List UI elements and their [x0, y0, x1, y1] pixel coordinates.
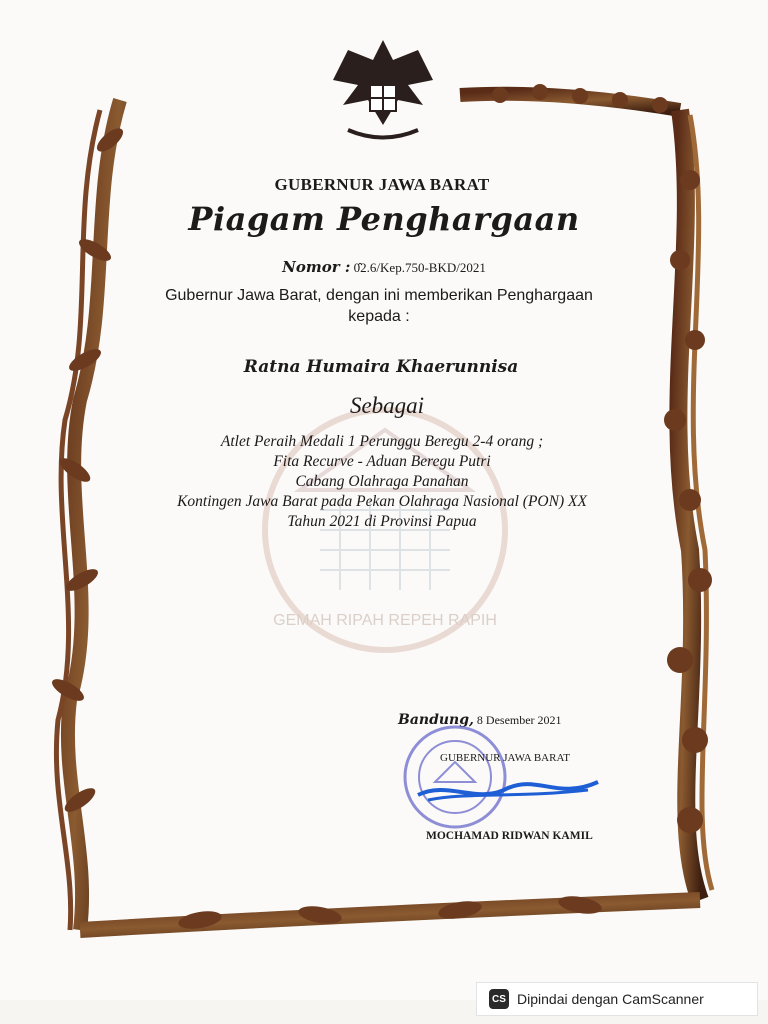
achievement-text: [0, 432, 766, 532]
certificate-title: Piagam Penghargaan: [188, 200, 580, 238]
achievement-line: Kontingen Jawa Barat pada Pekan Olahraga Nasional (PON) XX: [177, 493, 587, 510]
issuer-heading: GUBERNUR JAWA BARAT: [274, 175, 490, 194]
watermark-motto: GEMAH RIPAH REPEH RAPIH: [273, 612, 497, 629]
place: Bandung,: [398, 712, 474, 728]
as-label: Sebagai: [349, 393, 425, 418]
intro-line-1: Gubernur Jawa Barat, dengan ini memberikan Penghargaan: [165, 287, 593, 304]
recipient-name: Ratna Humaira Khaerunnisa: [243, 357, 519, 377]
camscanner-badge: [476, 982, 758, 1016]
date: 8 Desember 2021: [476, 713, 562, 727]
achievement-line: Atlet Peraih Medali 1 Perunggu Beregu 2-4 orang ;: [220, 433, 544, 450]
signer-name: MOCHAMAD RIDWAN KAMIL: [426, 830, 593, 842]
intro-text: [0, 285, 763, 327]
achievement-line: Fita Recurve - Aduan Beregu Putri: [273, 453, 491, 470]
camscanner-text: Dipindai dengan CamScanner: [517, 991, 704, 1007]
signature-icon: [408, 770, 608, 815]
intro-line-2: kepada :: [348, 308, 410, 325]
camscanner-logo-icon: CS: [489, 989, 509, 1009]
achievement-line: Cabang Olahraga Panahan: [295, 473, 469, 490]
certificate-number: [0, 258, 768, 276]
signer-role: GUBERNUR JAWA BARAT: [440, 752, 570, 764]
garuda-emblem-icon: [328, 30, 438, 150]
achievement-line: Tahun 2021 di Provinsi Papua: [287, 513, 477, 530]
number-label: Nomor :: [282, 258, 351, 276]
number-value: 0̂2.6/Kep.750-BKD/2021: [353, 260, 486, 275]
